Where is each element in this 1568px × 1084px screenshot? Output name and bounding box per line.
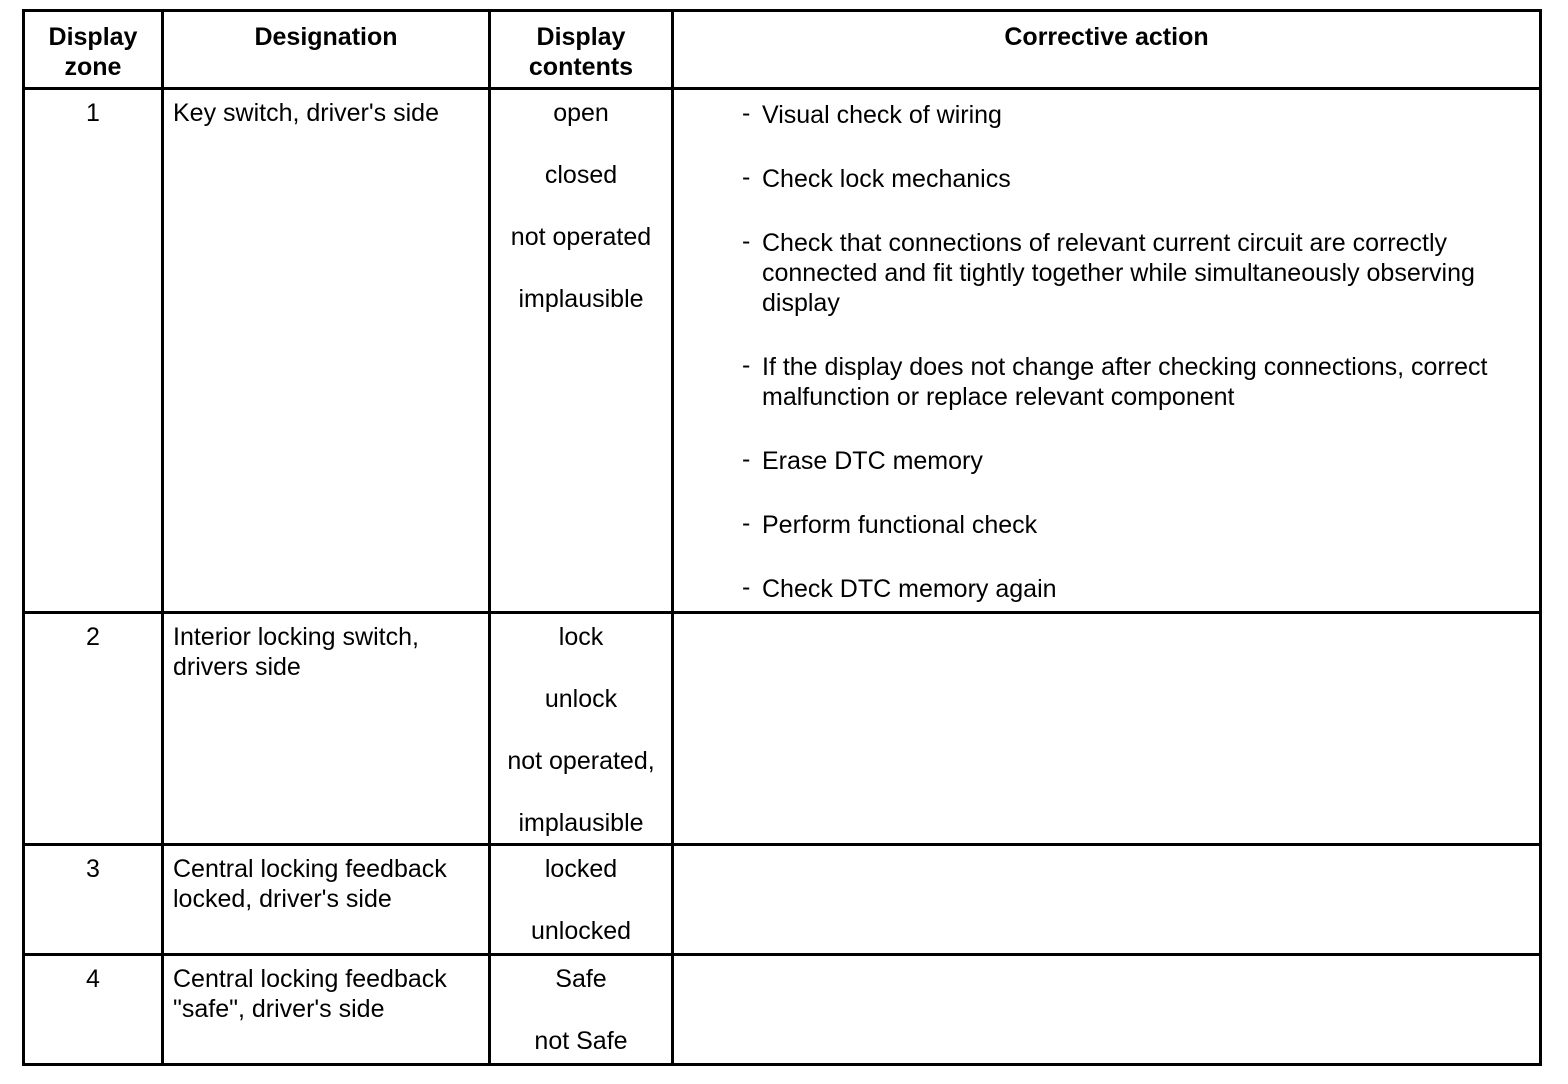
content-value: not Safe (534, 1027, 628, 1055)
header-designation: Designation (163, 11, 490, 89)
zone-number: 3 (24, 845, 163, 955)
table-row (24, 613, 1541, 845)
content-value: unlocked (530, 917, 632, 945)
designation: Interior locking switch, drivers side (163, 613, 490, 845)
action-item: - If the display does not change after checking connections, correct malfunction or replace relevant component (742, 351, 1488, 411)
zone-number: 4 (24, 955, 163, 1065)
content-value: implausible (518, 809, 644, 837)
dash-bullet: - (742, 163, 751, 191)
display-contents (490, 89, 673, 613)
action-item: - Perform functional check (742, 509, 1038, 539)
corrective-action-list (673, 89, 1541, 613)
designation: Central locking feedback "safe", driver's side (163, 955, 490, 1065)
zone-number: 1 (24, 89, 163, 613)
action-item: - Erase DTC memory (742, 445, 983, 475)
action-item: - Check that connections of relevant current circuit are correctly connected and fit tightly together while simultaneously observing display (742, 227, 1475, 317)
content-value: locked (544, 855, 618, 883)
content-value: unlock (544, 685, 618, 713)
content-value: not operated, (507, 747, 655, 775)
zone-number: 2 (24, 613, 163, 845)
designation: Central locking feedback locked, driver's side (163, 845, 490, 955)
action-item: - Check lock mechanics (742, 163, 1011, 193)
corrective-action-empty (673, 955, 1541, 1065)
display-contents (490, 955, 673, 1065)
content-value: lock (558, 623, 604, 651)
table-row (24, 845, 1541, 955)
table-row (24, 955, 1541, 1065)
corrective-action-empty (673, 845, 1541, 955)
table-row (24, 89, 1541, 613)
dash-bullet: - (742, 99, 751, 127)
action-item: - Check DTC memory again (742, 573, 1057, 603)
content-value: open (553, 99, 609, 127)
content-value: implausible (518, 285, 644, 313)
dash-bullet: - (742, 227, 751, 255)
display-contents (490, 613, 673, 845)
content-value: not operated (510, 223, 652, 251)
dash-bullet: - (742, 351, 751, 379)
dash-bullet: - (742, 509, 751, 537)
content-value: Safe (555, 965, 607, 993)
content-value: closed (544, 161, 618, 189)
corrective-action-empty (673, 613, 1541, 845)
header-row (24, 11, 1541, 89)
dash-bullet: - (742, 445, 751, 473)
display-contents (490, 845, 673, 955)
designation: Key switch, driver's side (163, 89, 490, 613)
header-display-zone: Display zone (24, 11, 163, 89)
action-item: - Visual check of wiring (742, 99, 1002, 129)
header-corrective-action: Corrective action (673, 11, 1541, 89)
display-zone-table (22, 9, 1542, 1066)
dash-bullet: - (742, 573, 751, 601)
header-display-contents: Display contents (490, 11, 673, 89)
